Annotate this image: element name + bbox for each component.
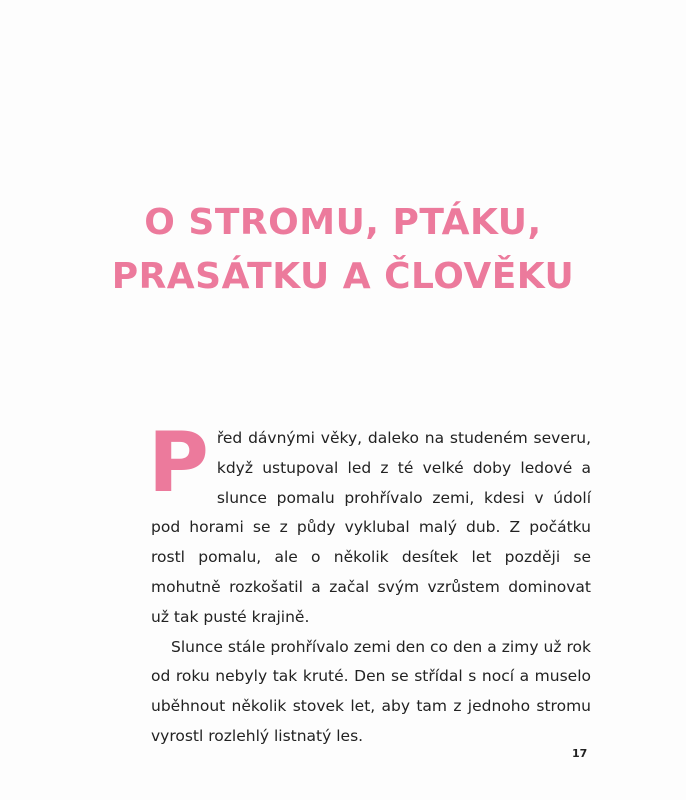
chapter-title xyxy=(0,196,686,304)
paragraph-1 xyxy=(148,414,591,633)
chapter-title-line-1: O STROMU, PTÁKU, xyxy=(144,202,542,243)
page-number: 17 xyxy=(572,747,588,760)
paragraph-2: Slunce stále prohřívalo zemi den co den a zimy už rok od roku nebyly tak kruté. Den se střídal s nocí a muselo uběhnout několik stovek let, aby tam z jednoho stromu vyrostl rozlehlý listnatý les. xyxy=(151,637,591,745)
drop-cap: P xyxy=(148,414,209,511)
chapter-title-line-2: PRASÁTKU A ČLOVĚKU xyxy=(111,256,575,297)
chapter-body xyxy=(148,414,591,752)
paragraph-1-text: řed dávnými věky, daleko na studeném severu, když ustupoval led z té velké doby ledové a slunce pomalu prohřívalo zemi, kdesi v údolí pod horami se z půdy vyklubal malý dub. Z počátku rostl pomalu, ale o několik desítek let později se mohutně rozkošatil a začal svým vzrůstem dominovat už tak pusté krajině. xyxy=(151,429,591,626)
